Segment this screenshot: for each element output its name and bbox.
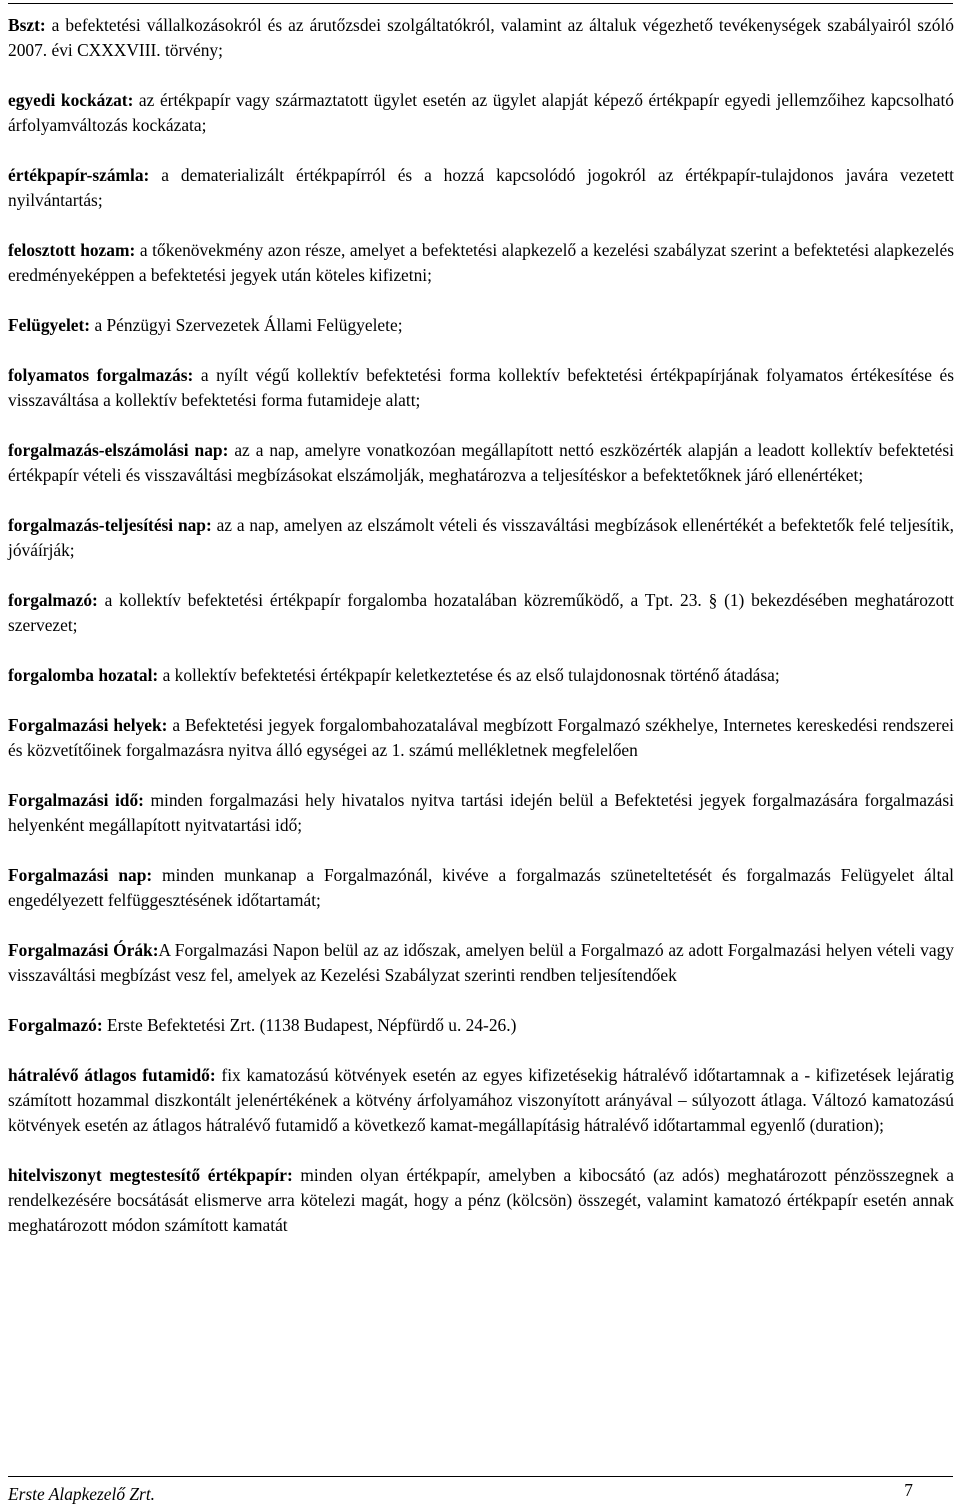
- definition-entry: [8, 788, 954, 838]
- definition-term: Forgalmazási nap:: [8, 865, 153, 885]
- definition-entry: [8, 513, 954, 563]
- definition-text: a nyílt végű kollektív befektetési forma kollektív befektetési értékpapírjának folyamatos értékesítése és visszaváltása a kollektív befektetési forma futamideje alatt;: [8, 365, 955, 410]
- definition-text: a tőkenövekmény azon része, amelyet a befektetési alapkezelő a kezelési szabályzat szerint a befektetési alapkezelés eredményeképpen a befektetési jegyek után köteles kifizetni;: [8, 240, 954, 285]
- definition-text: fix kamatozású kötvények esetén az egyes kifizetésekig hátralévő időtartamnak a - kifizetések lejáratig számított hozammal diszkontált jelenértékének a kötvény árfolyamához viszonyított arányával – súlyozott átlaga. Változó kamatozású kötvények esetén az átlagos hátralévő futamidő a következő kamat-megállapításig hátralévő időtartammal egyenlő (duration);: [8, 1065, 954, 1135]
- definition-text: minden munkanap a Forgalmazónál, kivéve a forgalmazás szüneteltetését és forgalmazás Felügyelet által engedélyezett felfüggesztésének időtartamát;: [8, 865, 954, 910]
- definition-term: folyamatos forgalmazás:: [8, 365, 194, 385]
- definition-entry: [8, 313, 954, 338]
- definition-entry: [8, 88, 954, 138]
- definition-entry: [8, 13, 954, 63]
- definition-entry: [8, 713, 954, 763]
- definition-text: Erste Befektetési Zrt. (1138 Budapest, Népfürdő u. 24-26.): [102, 1015, 517, 1035]
- definition-entry: [8, 1013, 954, 1038]
- definition-entry: [8, 163, 954, 213]
- definition-entry: [8, 863, 954, 913]
- definition-term: értékpapír-számla:: [8, 165, 150, 185]
- header-rule: [8, 3, 953, 4]
- definition-term: hitelviszonyt megtestesítő értékpapír:: [8, 1165, 293, 1185]
- definition-text: minden olyan értékpapír, amelyben a kibocsátó (az adós) meghatározott pénzösszegnek a rendelkezésére bocsátását elismerve arra kötelezi magát, hogy a pénz (kölcsön) összegét, valamint kamatozó értékpapír esetén annak meghatározott módon számított kamatát: [8, 1165, 954, 1235]
- definition-text: az a nap, amelyen az elszámolt vételi és visszaváltási megbízások ellenértékét a befektetők felé teljesítik, jóváírják;: [8, 515, 954, 560]
- definition-text: az értékpapír vagy származtatott ügylet esetén az ügylet alapját képező értékpapír egyedi jellemzőihez kapcsolható árfolyamváltozás kockázata;: [8, 90, 954, 135]
- definition-term: Forgalmazó:: [8, 1015, 103, 1035]
- definition-entry: [8, 238, 954, 288]
- definition-term: Forgalmazási Órák:: [8, 940, 159, 960]
- definition-text: a kollektív befektetési értékpapír keletkeztetése és az első tulajdonosnak történő átadása;: [158, 665, 780, 685]
- definition-entry: [8, 588, 954, 638]
- footer-rule: [8, 1476, 953, 1477]
- definition-term: forgalmazó:: [8, 590, 98, 610]
- definition-text: a Pénzügyi Szervezetek Állami Felügyelete;: [90, 315, 403, 335]
- definition-term: Forgalmazási idő:: [8, 790, 144, 810]
- definition-text: a dematerializált értékpapírról és a hozzá kapcsolódó jogokról az értékpapír-tulajdonos javára vezetett nyilvántartás;: [8, 165, 954, 210]
- definition-term: Forgalmazási helyek:: [8, 715, 168, 735]
- definition-term: forgalomba hozatal:: [8, 665, 159, 685]
- definition-text: A Forgalmazási Napon belül az az időszak, amelyen belül a Forgalmazó az adott Forgalmazási helyen vételi vagy visszaváltási megbízást vesz fel, amelyek az Kezelési Szabályzat szerinti rendben teljesítendőek: [8, 940, 954, 985]
- definition-entry: [8, 663, 954, 688]
- footer-company: Erste Alapkezelő Zrt.: [8, 1484, 156, 1504]
- definition-text: a befektetési vállalkozásokról és az árutőzsdei szolgáltatókról, valamint az általuk végezhető tevékenységek szabályairól szóló 2007. évi CXXXVIII. törvény;: [8, 15, 954, 60]
- document-body: [8, 13, 954, 1263]
- definition-text: minden forgalmazási hely hivatalos nyitva tartási idején belül a Befektetési jegyek forgalmazására forgalmazási helyenként megállapított nyitvatartási idő;: [8, 790, 954, 835]
- definition-term: Felügyelet:: [8, 315, 91, 335]
- definition-term: felosztott hozam:: [8, 240, 136, 260]
- page-number: 7: [904, 1480, 913, 1500]
- definition-entry: [8, 438, 954, 488]
- definition-entry: [8, 938, 954, 988]
- definition-term: egyedi kockázat:: [8, 90, 134, 110]
- definition-text: az a nap, amelyre vonatkozóan megállapított nettó eszközérték alapján a leadott kollektív befektetési értékpapír vételi és visszaváltási megbízásokat elszámolják, meghatározva a teljesítéskor a befektetőknek járó ellenértéket;: [8, 440, 954, 485]
- definition-text: a Befektetési jegyek forgalombahozatalával megbízott Forgalmazó székhelye, Internetes kereskedési rendszerei és közvetítőinek forgalmazásra nyitva álló egységei az 1. számú mellékletnek megfelelően: [8, 715, 954, 760]
- definition-text: a kollektív befektetési értékpapír forgalomba hozatalában közreműködő, a Tpt. 23. § (1) bekezdésében meghatározott szervezet;: [8, 590, 954, 635]
- definition-term: hátralévő átlagos futamidő:: [8, 1065, 216, 1085]
- definition-entry: [8, 1163, 954, 1238]
- definition-term: Bszt:: [8, 15, 46, 35]
- definition-term: forgalmazás-elszámolási nap:: [8, 440, 229, 460]
- definition-term: forgalmazás-teljesítési nap:: [8, 515, 212, 535]
- definition-entry: [8, 1063, 954, 1138]
- definition-entry: [8, 363, 954, 413]
